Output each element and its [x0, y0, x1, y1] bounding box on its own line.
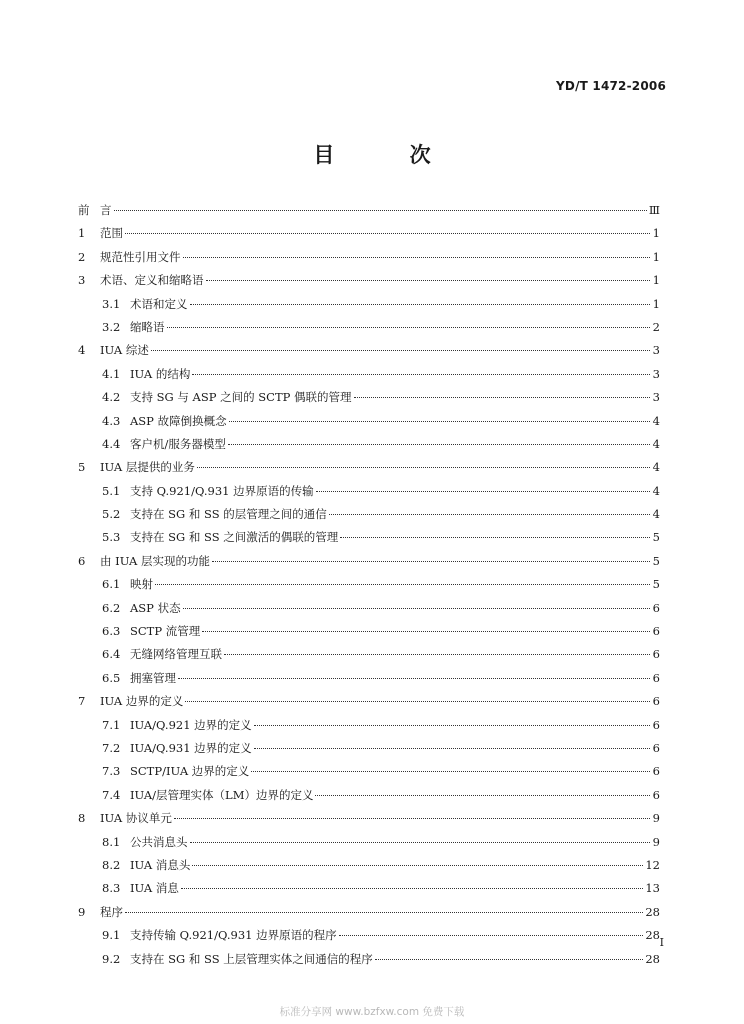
toc-dot-leader	[315, 794, 650, 796]
toc-entry[interactable]	[78, 246, 660, 269]
toc-entry-number: 3.1	[102, 296, 121, 311]
toc-entry-number: 4	[78, 343, 86, 358]
toc-dot-leader	[316, 490, 650, 492]
toc-entry-number: 7.1	[102, 717, 121, 732]
toc-dot-leader	[125, 911, 643, 913]
toc-entry[interactable]	[78, 550, 660, 573]
toc-dot-leader	[192, 864, 643, 866]
toc-dot-leader	[125, 232, 650, 234]
toc-entry-page: 9	[652, 834, 660, 849]
toc-entry-number: 7	[78, 694, 86, 709]
toc-entry-number: 6.3	[102, 624, 121, 639]
page-number: I	[659, 936, 664, 949]
toc-entry-page: 6	[652, 600, 660, 615]
toc-entry[interactable]	[78, 643, 660, 666]
toc-entry-title: IUA/层管理实体（LM）边界的定义	[130, 787, 314, 802]
toc-entry-title: IUA 综述	[100, 343, 149, 358]
toc-entry-title: 支持 SG 与 ASP 之间的 SCTP 偶联的管理	[130, 390, 352, 405]
toc-entry-title: 映射	[130, 577, 153, 592]
toc-entry-number: 7.3	[102, 764, 121, 779]
toc-entry-number: 7.2	[102, 740, 121, 755]
toc-entry-page: 9	[652, 811, 660, 826]
toc-dot-leader	[251, 770, 650, 772]
toc-entry-page: 6	[652, 624, 660, 639]
toc-entry-page: 28	[645, 928, 660, 943]
toc-entry[interactable]	[78, 737, 660, 760]
toc-entry-page: Ⅲ	[648, 203, 660, 217]
toc-entry-title: 范围	[100, 226, 123, 241]
toc-dot-leader	[155, 583, 650, 585]
toc-entry-number: 1	[78, 226, 86, 241]
toc-entry-title: IUA 协议单元	[100, 811, 172, 826]
toc-entry[interactable]	[78, 293, 660, 316]
toc-entry-number: 9.2	[102, 951, 121, 966]
toc-entry-number: 4.1	[102, 366, 121, 381]
toc-dot-leader	[329, 513, 650, 515]
toc-entry-page: 1	[652, 249, 660, 264]
toc-entry[interactable]	[78, 573, 660, 596]
toc-entry[interactable]	[78, 667, 660, 690]
toc-entry[interactable]	[78, 363, 660, 386]
toc-entry-title: 由 IUA 层实现的功能	[100, 553, 210, 568]
toc-entry[interactable]	[78, 690, 660, 713]
toc-dot-leader	[183, 607, 650, 609]
toc-entry-number: 9	[78, 904, 86, 919]
toc-entry-title: 拥塞管理	[130, 670, 176, 685]
toc-entry-number: 4.2	[102, 390, 121, 405]
toc-entry-number: 2	[78, 249, 86, 264]
toc-entry-page: 3	[652, 366, 660, 381]
toc-entry-title: SCTP 流管理	[130, 624, 201, 639]
toc-entry-number: 6.4	[102, 647, 121, 662]
toc-dot-leader	[254, 724, 650, 726]
toc-entry-page: 13	[645, 881, 660, 896]
toc-entry[interactable]	[78, 222, 660, 245]
toc-entry-number: 6	[78, 553, 86, 568]
toc-dot-leader	[151, 349, 650, 351]
toc-entry-number: 8.2	[102, 857, 121, 872]
toc-dot-leader	[212, 560, 650, 562]
toc-entry-page: 28	[645, 951, 660, 966]
toc-dot-leader	[202, 630, 650, 632]
toc-entry-title: 规范性引用文件	[100, 249, 181, 264]
toc-entry-page: 6	[652, 740, 660, 755]
toc-entry-title: 无缝网络管理互联	[130, 647, 222, 662]
toc-entry-number: 3.2	[102, 319, 121, 334]
toc-entry[interactable]	[78, 410, 660, 433]
toc-entry-page: 6	[652, 717, 660, 732]
toc-dot-leader	[206, 279, 651, 281]
toc-entry-title: 支持传输 Q.921/Q.931 边界原语的程序	[130, 928, 337, 943]
toc-entry[interactable]	[78, 714, 660, 737]
toc-entry-page: 4	[652, 436, 660, 451]
toc-entry-number: 4.4	[102, 436, 121, 451]
toc-entry-page: 3	[652, 390, 660, 405]
toc-dot-leader	[375, 958, 644, 960]
toc-dot-leader	[181, 887, 644, 889]
toc-dot-leader	[190, 303, 651, 305]
toc-entry-number: 9.1	[102, 928, 121, 943]
toc-entry-title: 缩略语	[130, 319, 165, 334]
toc-entry-page: 4	[652, 413, 660, 428]
toc-entry-title: 言	[100, 203, 112, 217]
toc-entry-number: 5	[78, 460, 86, 475]
toc-entry-title: 支持在 SG 和 SS 上层管理实体之间通信的程序	[130, 951, 373, 966]
toc-entry[interactable]	[78, 433, 660, 456]
toc-entry-title: 术语和定义	[130, 296, 188, 311]
toc-entry-page: 28	[645, 904, 660, 919]
toc-entry-number: 5.3	[102, 530, 121, 545]
toc-dot-leader	[114, 209, 647, 211]
toc-entry[interactable]	[78, 339, 660, 362]
toc-entry-number: 4.3	[102, 413, 121, 428]
toc-dot-leader	[197, 466, 650, 468]
page-title: 目 次	[313, 143, 465, 167]
toc-dot-leader	[224, 653, 650, 655]
toc-entry-page: 5	[652, 577, 660, 592]
toc-dot-leader	[167, 326, 651, 328]
toc-entry[interactable]	[78, 877, 660, 900]
toc-entry-page: 6	[652, 787, 660, 802]
toc-entry-number: 8.1	[102, 834, 121, 849]
toc-entry[interactable]	[78, 831, 660, 854]
toc-entry-title: ASP 故障倒换概念	[130, 413, 227, 428]
toc-dot-leader	[178, 677, 650, 679]
toc-entry[interactable]	[78, 597, 660, 620]
toc-dot-leader	[229, 420, 650, 422]
toc-entry-page: 2	[652, 319, 660, 334]
toc-entry-page: 6	[652, 670, 660, 685]
toc-entry-number: 8	[78, 811, 86, 826]
toc-entry-number: 6.2	[102, 600, 121, 615]
toc-entry-page: 4	[652, 460, 660, 475]
toc-entry[interactable]	[78, 480, 660, 503]
toc-entry-number: 7.4	[102, 787, 121, 802]
toc-entry-page: 1	[652, 226, 660, 241]
toc-entry-page: 6	[652, 647, 660, 662]
toc-entry-number: 6.5	[102, 670, 121, 685]
toc-entry[interactable]	[78, 526, 660, 549]
toc-dot-leader	[190, 841, 651, 843]
toc-entry-number: 6.1	[102, 577, 121, 592]
toc-entry-title: 支持在 SG 和 SS 的层管理之间的通信	[130, 507, 327, 522]
toc-entry-page: 3	[652, 343, 660, 358]
toc-entry-title: IUA/Q.931 边界的定义	[130, 740, 252, 755]
toc-entry[interactable]	[78, 269, 660, 292]
toc-entry-page: 6	[652, 694, 660, 709]
toc-dot-leader	[228, 443, 650, 445]
toc-entry-number: 5.1	[102, 483, 121, 498]
toc-entry[interactable]	[78, 948, 660, 971]
standard-code: YD/T 1472-2006	[556, 79, 666, 93]
toc-entry-title: 公共消息头	[130, 834, 188, 849]
toc-entry-title: IUA/Q.921 边界的定义	[130, 717, 252, 732]
toc-entry-title: 术语、定义和缩略语	[100, 273, 204, 288]
toc-entry-title: IUA 消息头	[130, 857, 191, 872]
table-of-contents	[78, 199, 660, 971]
toc-entry-title: 客户机/服务器模型	[130, 436, 226, 451]
toc-entry[interactable]	[78, 784, 660, 807]
toc-dot-leader	[340, 536, 650, 538]
toc-dot-leader	[192, 373, 650, 375]
toc-entry-number: 3	[78, 273, 86, 288]
toc-entry-title: 程序	[100, 904, 123, 919]
toc-dot-leader	[183, 256, 651, 258]
toc-entry-page: 5	[652, 553, 660, 568]
toc-dot-leader	[174, 817, 650, 819]
toc-entry-number: 8.3	[102, 881, 121, 896]
toc-dot-leader	[254, 747, 650, 749]
toc-entry-title: IUA 层提供的业务	[100, 460, 195, 475]
toc-entry[interactable]	[78, 807, 660, 830]
watermark: 标准分享网 www.bzfxw.com 免费下载	[279, 1006, 465, 1018]
toc-entry-page: 12	[645, 857, 660, 872]
toc-entry-page: 1	[652, 296, 660, 311]
toc-entry[interactable]	[78, 503, 660, 526]
toc-entry-title: 支持 Q.921/Q.931 边界原语的传输	[130, 483, 314, 498]
toc-entry[interactable]	[78, 386, 660, 409]
toc-entry-page: 6	[652, 764, 660, 779]
toc-entry-number: 前	[78, 203, 90, 217]
toc-entry-title: IUA 边界的定义	[100, 694, 184, 709]
toc-entry-page: 4	[652, 507, 660, 522]
toc-entry[interactable]	[78, 760, 660, 783]
toc-dot-leader	[354, 396, 650, 398]
toc-entry[interactable]	[78, 924, 660, 947]
toc-entry-page: 4	[652, 483, 660, 498]
toc-entry-page: 5	[652, 530, 660, 545]
toc-entry-page: 1	[652, 273, 660, 288]
toc-entry-title: SCTP/IUA 边界的定义	[130, 764, 250, 779]
toc-entry-title: 支持在 SG 和 SS 之间激活的偶联的管理	[130, 530, 339, 545]
toc-dot-leader	[185, 700, 650, 702]
toc-entry-number: 5.2	[102, 507, 121, 522]
toc-entry[interactable]	[78, 620, 660, 643]
toc-entry-title: ASP 状态	[130, 600, 181, 615]
toc-entry-title: IUA 的结构	[130, 366, 191, 381]
toc-entry[interactable]	[78, 456, 660, 479]
toc-entry[interactable]	[78, 316, 660, 339]
toc-entry[interactable]	[78, 199, 660, 222]
toc-entry[interactable]	[78, 901, 660, 924]
toc-entry[interactable]	[78, 854, 660, 877]
toc-dot-leader	[339, 934, 644, 936]
toc-entry-title: IUA 消息	[130, 881, 179, 896]
